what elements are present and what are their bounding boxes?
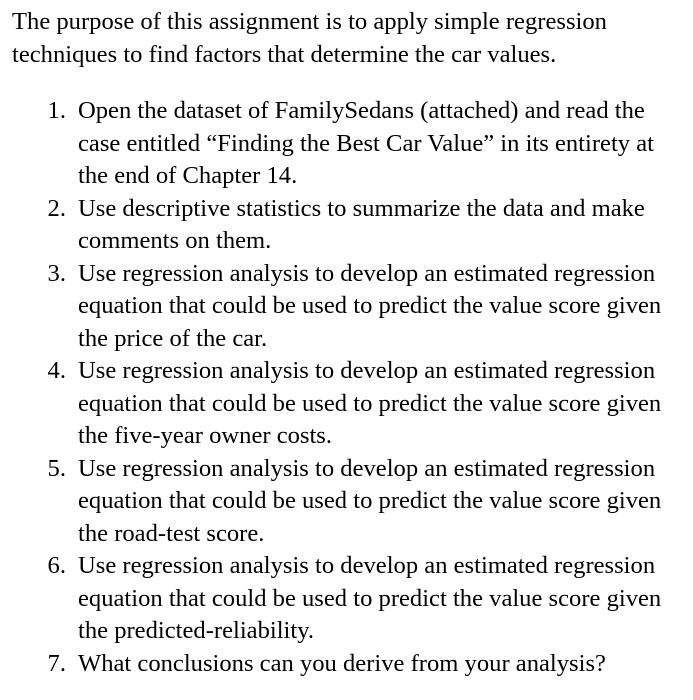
step-item xyxy=(12,95,688,193)
assignment-document xyxy=(12,6,688,680)
steps-list xyxy=(12,95,688,680)
step-item xyxy=(12,453,688,551)
step-item xyxy=(12,648,688,681)
step-number: 3. xyxy=(47,259,66,287)
step-number: 5. xyxy=(47,454,66,482)
step-text: What conclusions can you derive from your analysis? xyxy=(78,649,606,677)
step-number: 7. xyxy=(47,649,66,677)
step-text: Open the dataset of FamilySedans (attached) and read the case entitled “Finding the Best Car Value” in its entirety at the end of Chapter 14. xyxy=(78,97,654,189)
step-number: 2. xyxy=(47,194,66,222)
step-item xyxy=(12,193,688,258)
step-text: Use regression analysis to develop an estimated regression equation that could be used to predict the value score given the price of the car. xyxy=(78,259,662,352)
step-text: Use descriptive statistics to summarize the data and make comments on them. xyxy=(78,194,645,254)
step-item xyxy=(12,258,688,356)
step-text: Use regression analysis to develop an estimated regression equation that could be used to predict the value score given the five-year owner costs. xyxy=(78,357,662,449)
intro-paragraph: The purpose of this assignment is to apply simple regression techniques to find factors that determine the car values. xyxy=(12,8,607,68)
step-number: 6. xyxy=(47,552,66,579)
step-number: 1. xyxy=(47,97,66,124)
step-item xyxy=(12,550,688,648)
step-item xyxy=(12,355,688,453)
step-number: 4. xyxy=(47,357,66,384)
step-text: Use regression analysis to develop an estimated regression equation that could be used to predict the value score given the road-test score. xyxy=(78,454,662,547)
step-text: Use regression analysis to develop an estimated regression equation that could be used to predict the value score given the predicted-reliability. xyxy=(78,552,662,644)
